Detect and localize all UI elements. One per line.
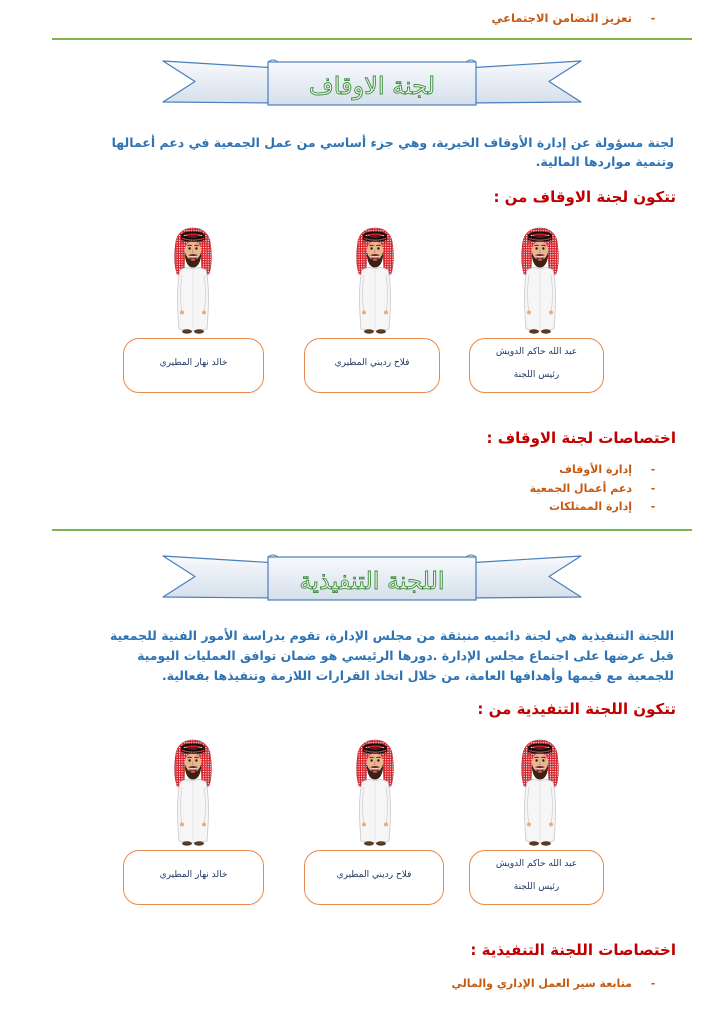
member-card	[123, 850, 264, 905]
duties-list	[0, 975, 728, 994]
member-figure-icon	[349, 223, 401, 335]
duties-list	[0, 461, 728, 517]
section-divider	[52, 38, 692, 40]
members-row	[0, 733, 728, 907]
member-name: خالد نهار المطيري	[159, 870, 228, 880]
member-name: فلاح رديني المطيري	[334, 358, 410, 368]
section-divider	[52, 529, 692, 531]
top-item-text: تعزيز التضامن الاجتماعي	[491, 11, 632, 25]
member-figure-icon	[514, 223, 566, 335]
duty-text: متابعة سير العمل الإداري والمالي	[451, 977, 632, 990]
duty-text: دعم أعمال الجمعية	[529, 481, 632, 495]
member-name: عبد الله حاكم الدويش	[495, 858, 578, 869]
member-card	[304, 338, 440, 393]
member-role: رئيس اللجنة	[513, 881, 560, 892]
duty-item	[0, 498, 728, 517]
duty-text: إدارة الأوقاف	[559, 463, 632, 476]
committee-description: اللجنة التنفيذية هي لجنة دائميه منبثقة من مجلس الإدارة، تقوم بدراسة الأمور الفنية للجمعية قبل عرضها على اجتماع مجلس الإدارة .دورها الرئيسي هو ضمان توافق العمليات اليومية للجمعية مع قيمها وأهدافها العامة، من خلال اتخاذ القرارات اللازمة وتنفيذها بفعالية.	[109, 628, 674, 683]
duties-heading: اختصاصات اللجنة التنفيذية :	[470, 941, 676, 959]
duty-text: إدارة الممتلكات	[548, 500, 632, 513]
bullet-dash: -	[650, 977, 656, 990]
duties-heading: اختصاصات لجنة الاوقاف :	[486, 429, 676, 447]
duty-item	[0, 480, 728, 499]
member-card	[304, 850, 444, 905]
banner-title: لجنة الاوقاف	[308, 72, 436, 100]
member-name: خالد نهار المطيري	[159, 358, 228, 368]
member-card	[469, 338, 604, 393]
member-name: فلاح رديني المطيري	[336, 870, 412, 880]
committee-banner	[0, 552, 728, 604]
top-bullet-item	[0, 8, 728, 28]
member-card	[469, 850, 604, 905]
member-figure-icon	[514, 735, 566, 847]
bullet-dash: -	[650, 463, 656, 476]
committee-banner	[0, 57, 728, 109]
bullet-dash: -	[650, 481, 656, 495]
member-card	[123, 338, 264, 393]
duty-item	[0, 975, 728, 994]
members-row	[0, 221, 728, 395]
member-figure-icon	[167, 735, 219, 847]
member-figure-icon	[167, 223, 219, 335]
bullet-dash: -	[650, 11, 656, 25]
banner-title: اللجنة التنفيذية	[299, 567, 445, 595]
members-heading: تتكون اللجنة التنفيذية من :	[477, 700, 676, 718]
member-role: رئيس اللجنة	[513, 369, 560, 380]
member-name: عبد الله حاكم الدويش	[495, 346, 578, 357]
members-heading: تتكون لجنة الاوقاف من :	[493, 188, 676, 206]
duty-item	[0, 461, 728, 480]
committee-description: لجنة مسؤولة عن إدارة الأوقاف الخيرية، وهي جزء أساسي من عمل الجمعية في دعم أعمالها وتنمية مواردها المالية.	[111, 135, 674, 169]
member-figure-icon	[349, 735, 401, 847]
bullet-dash: -	[650, 500, 656, 513]
